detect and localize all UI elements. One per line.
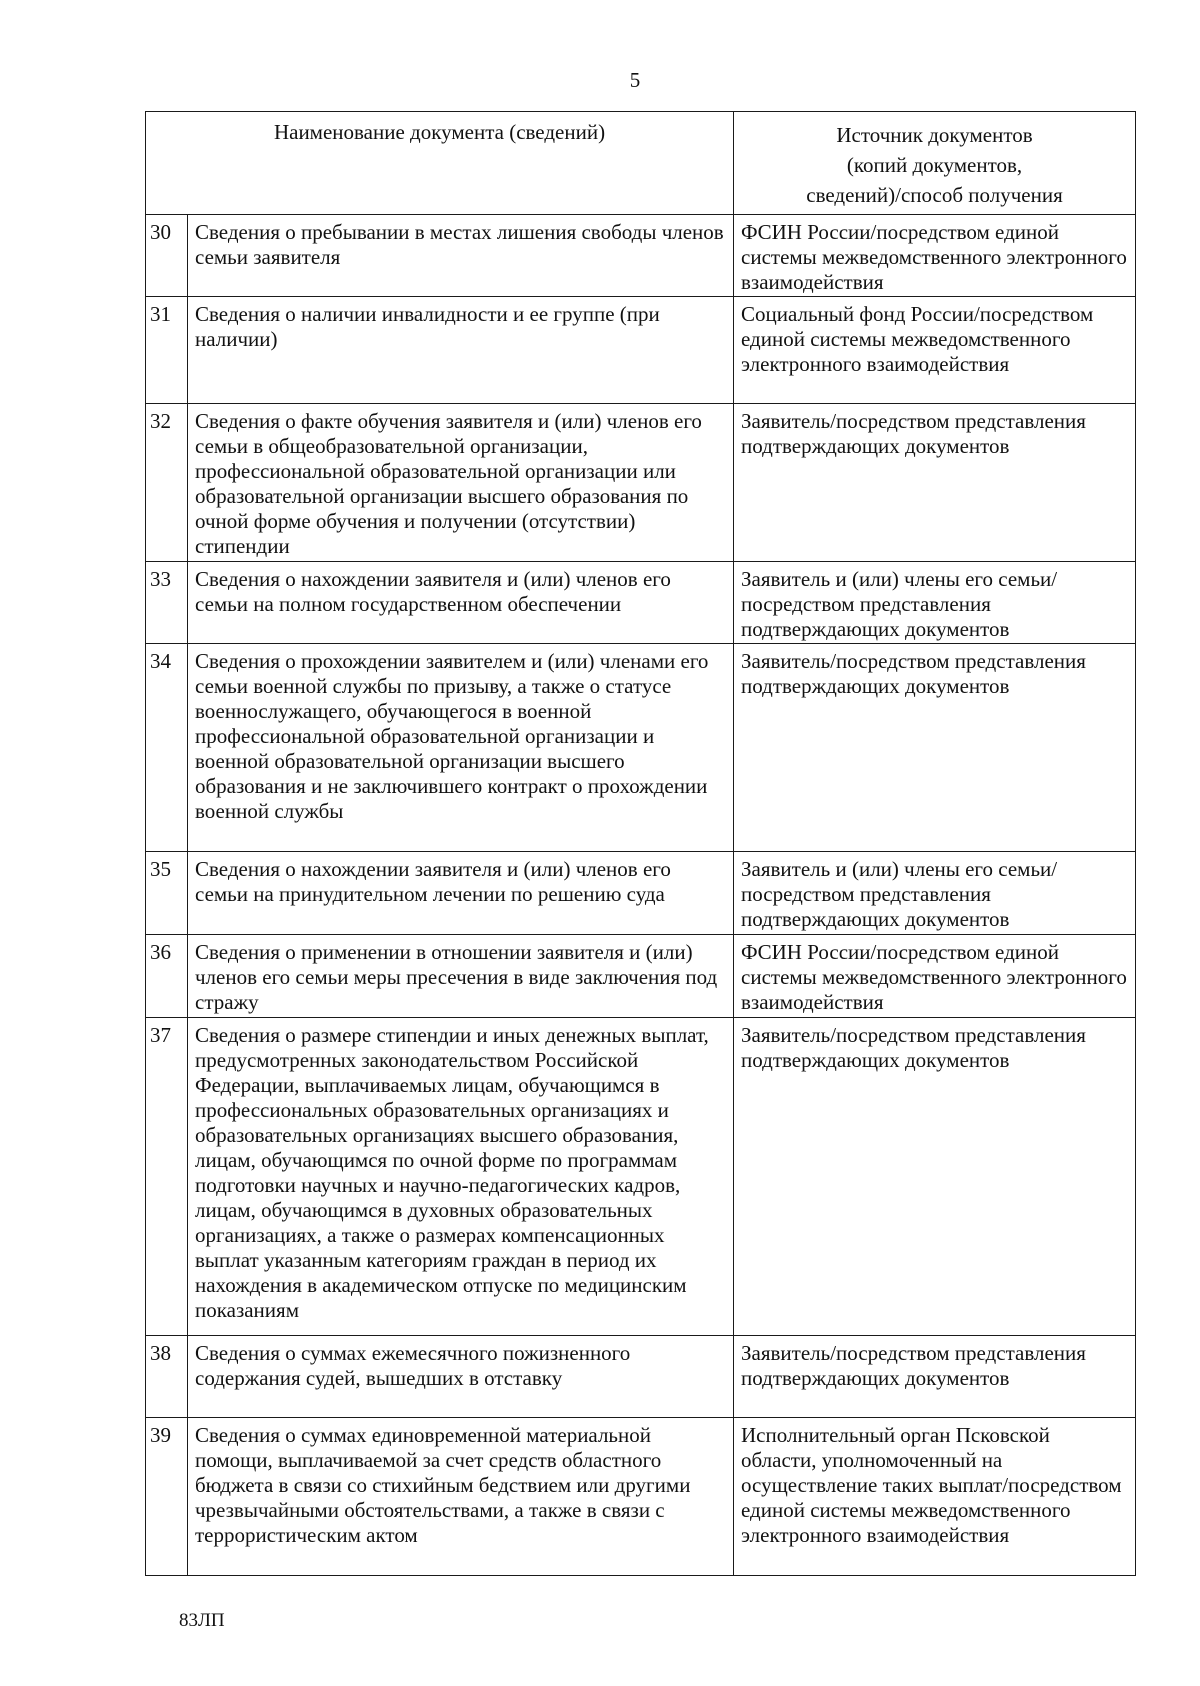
table-row [146, 1418, 1136, 1576]
row-document-source: Исполнительный орган Псковской области, уполномоченный на осуществление таких выплат/посредством единой системы межведомственного электронного взаимодействия [734, 1418, 1136, 1576]
header-source-line: (копий документов, [846, 153, 1023, 177]
row-document-name: Сведения о суммах ежемесячного пожизненного содержания судей, вышедших в отставку [188, 1336, 734, 1418]
table-row [146, 562, 1136, 644]
row-document-name: Сведения о наличии инвалидности и ее группе (при наличии) [188, 297, 734, 404]
row-number: 32 [146, 404, 188, 562]
table-row [146, 644, 1136, 852]
page-number: 5 [629, 68, 641, 92]
row-document-source: Заявитель и (или) члены его семьи/посредством представления подтверждающих документов [734, 852, 1136, 935]
row-document-name: Сведения о размере стипендии и иных денежных выплат, предусмотренных законодательством Российской Федерации, выплачиваемых лицам, обучающимся в профессиональных образовательных организациях и образовательных организациях высшего образования, лицам, обучающимся по очной форме по программам подготовки научных и научно-педагогических кадров, лицам, обучающимся в духовных образовательных организациях, а также о размерах компенсационных выплат указанным категориям граждан в период их нахождения в академическом отпуске по медицинским показаниям [188, 1018, 734, 1336]
table-row [146, 1018, 1136, 1336]
row-document-source: Заявитель и (или) члены его семьи/посредством представления подтверждающих документов [734, 562, 1136, 644]
table-row [146, 297, 1136, 404]
row-document-source: Заявитель/посредством представления подтверждающих документов [734, 1018, 1136, 1336]
row-document-source: Заявитель/посредством представления подтверждающих документов [734, 644, 1136, 852]
row-number: 35 [146, 852, 188, 935]
row-document-name: Сведения о факте обучения заявителя и (или) членов его семьи в общеобразовательной организации, профессиональной образовательной организации или образовательной организации высшего образования по очной форме обучения и получении (отсутствии) стипендии [188, 404, 734, 562]
table-row [146, 404, 1136, 562]
header-document-source [734, 112, 1136, 215]
row-document-name: Сведения о применении в отношении заявителя и (или) членов его семьи меры пресечения в виде заключения под стражу [188, 935, 734, 1018]
header-document-name: Наименование документа (сведений) [146, 112, 734, 215]
row-number: 31 [146, 297, 188, 404]
row-number: 34 [146, 644, 188, 852]
row-document-source: Заявитель/посредством представления подтверждающих документов [734, 1336, 1136, 1418]
table-row [146, 852, 1136, 935]
table-row [146, 215, 1136, 297]
header-source-line: сведений)/способ получения [806, 183, 1063, 207]
table-header-row [146, 112, 1136, 215]
row-number: 33 [146, 562, 188, 644]
row-document-name: Сведения о пребывании в местах лишения свободы членов семьи заявителя [188, 215, 734, 297]
row-number: 36 [146, 935, 188, 1018]
row-document-name: Сведения о суммах единовременной материальной помощи, выплачиваемой за счет средств областного бюджета в связи со стихийным бедствием или другими чрезвычайными обстоятельствами, а также в связи с террористическим актом [188, 1418, 734, 1576]
row-number: 30 [146, 215, 188, 297]
row-document-source: ФСИН России/посредством единой системы межведомственного электронного взаимодействия [734, 215, 1136, 297]
row-document-source: Заявитель/посредством представления подтверждающих документов [734, 404, 1136, 562]
row-document-source: ФСИН России/посредством единой системы межведомственного электронного взаимодействия [734, 935, 1136, 1018]
row-number: 37 [146, 1018, 188, 1336]
table-row [146, 1336, 1136, 1418]
row-number: 39 [146, 1418, 188, 1576]
row-number: 38 [146, 1336, 188, 1418]
row-document-name: Сведения о нахождении заявителя и (или) членов его семьи на полном государственном обеспечении [188, 562, 734, 644]
row-document-source: Социальный фонд России/посредством единой системы межведомственного электронного взаимодействия [734, 297, 1136, 404]
header-source-line: Источник документов [836, 123, 1033, 147]
row-document-name: Сведения о нахождении заявителя и (или) членов его семьи на принудительном лечении по решению суда [188, 852, 734, 935]
row-document-name: Сведения о прохождении заявителем и (или) членами его семьи военной службы по призыву, а также о статусе военнослужащего, обучающегося в военной профессиональной образовательной организации и военной образовательной организации высшего образования и не заключившего контракт о прохождении военной службы [188, 644, 734, 852]
documents-table [145, 111, 1136, 1576]
table-row [146, 935, 1136, 1018]
footer-document-code: 83ЛП [179, 1610, 225, 1631]
